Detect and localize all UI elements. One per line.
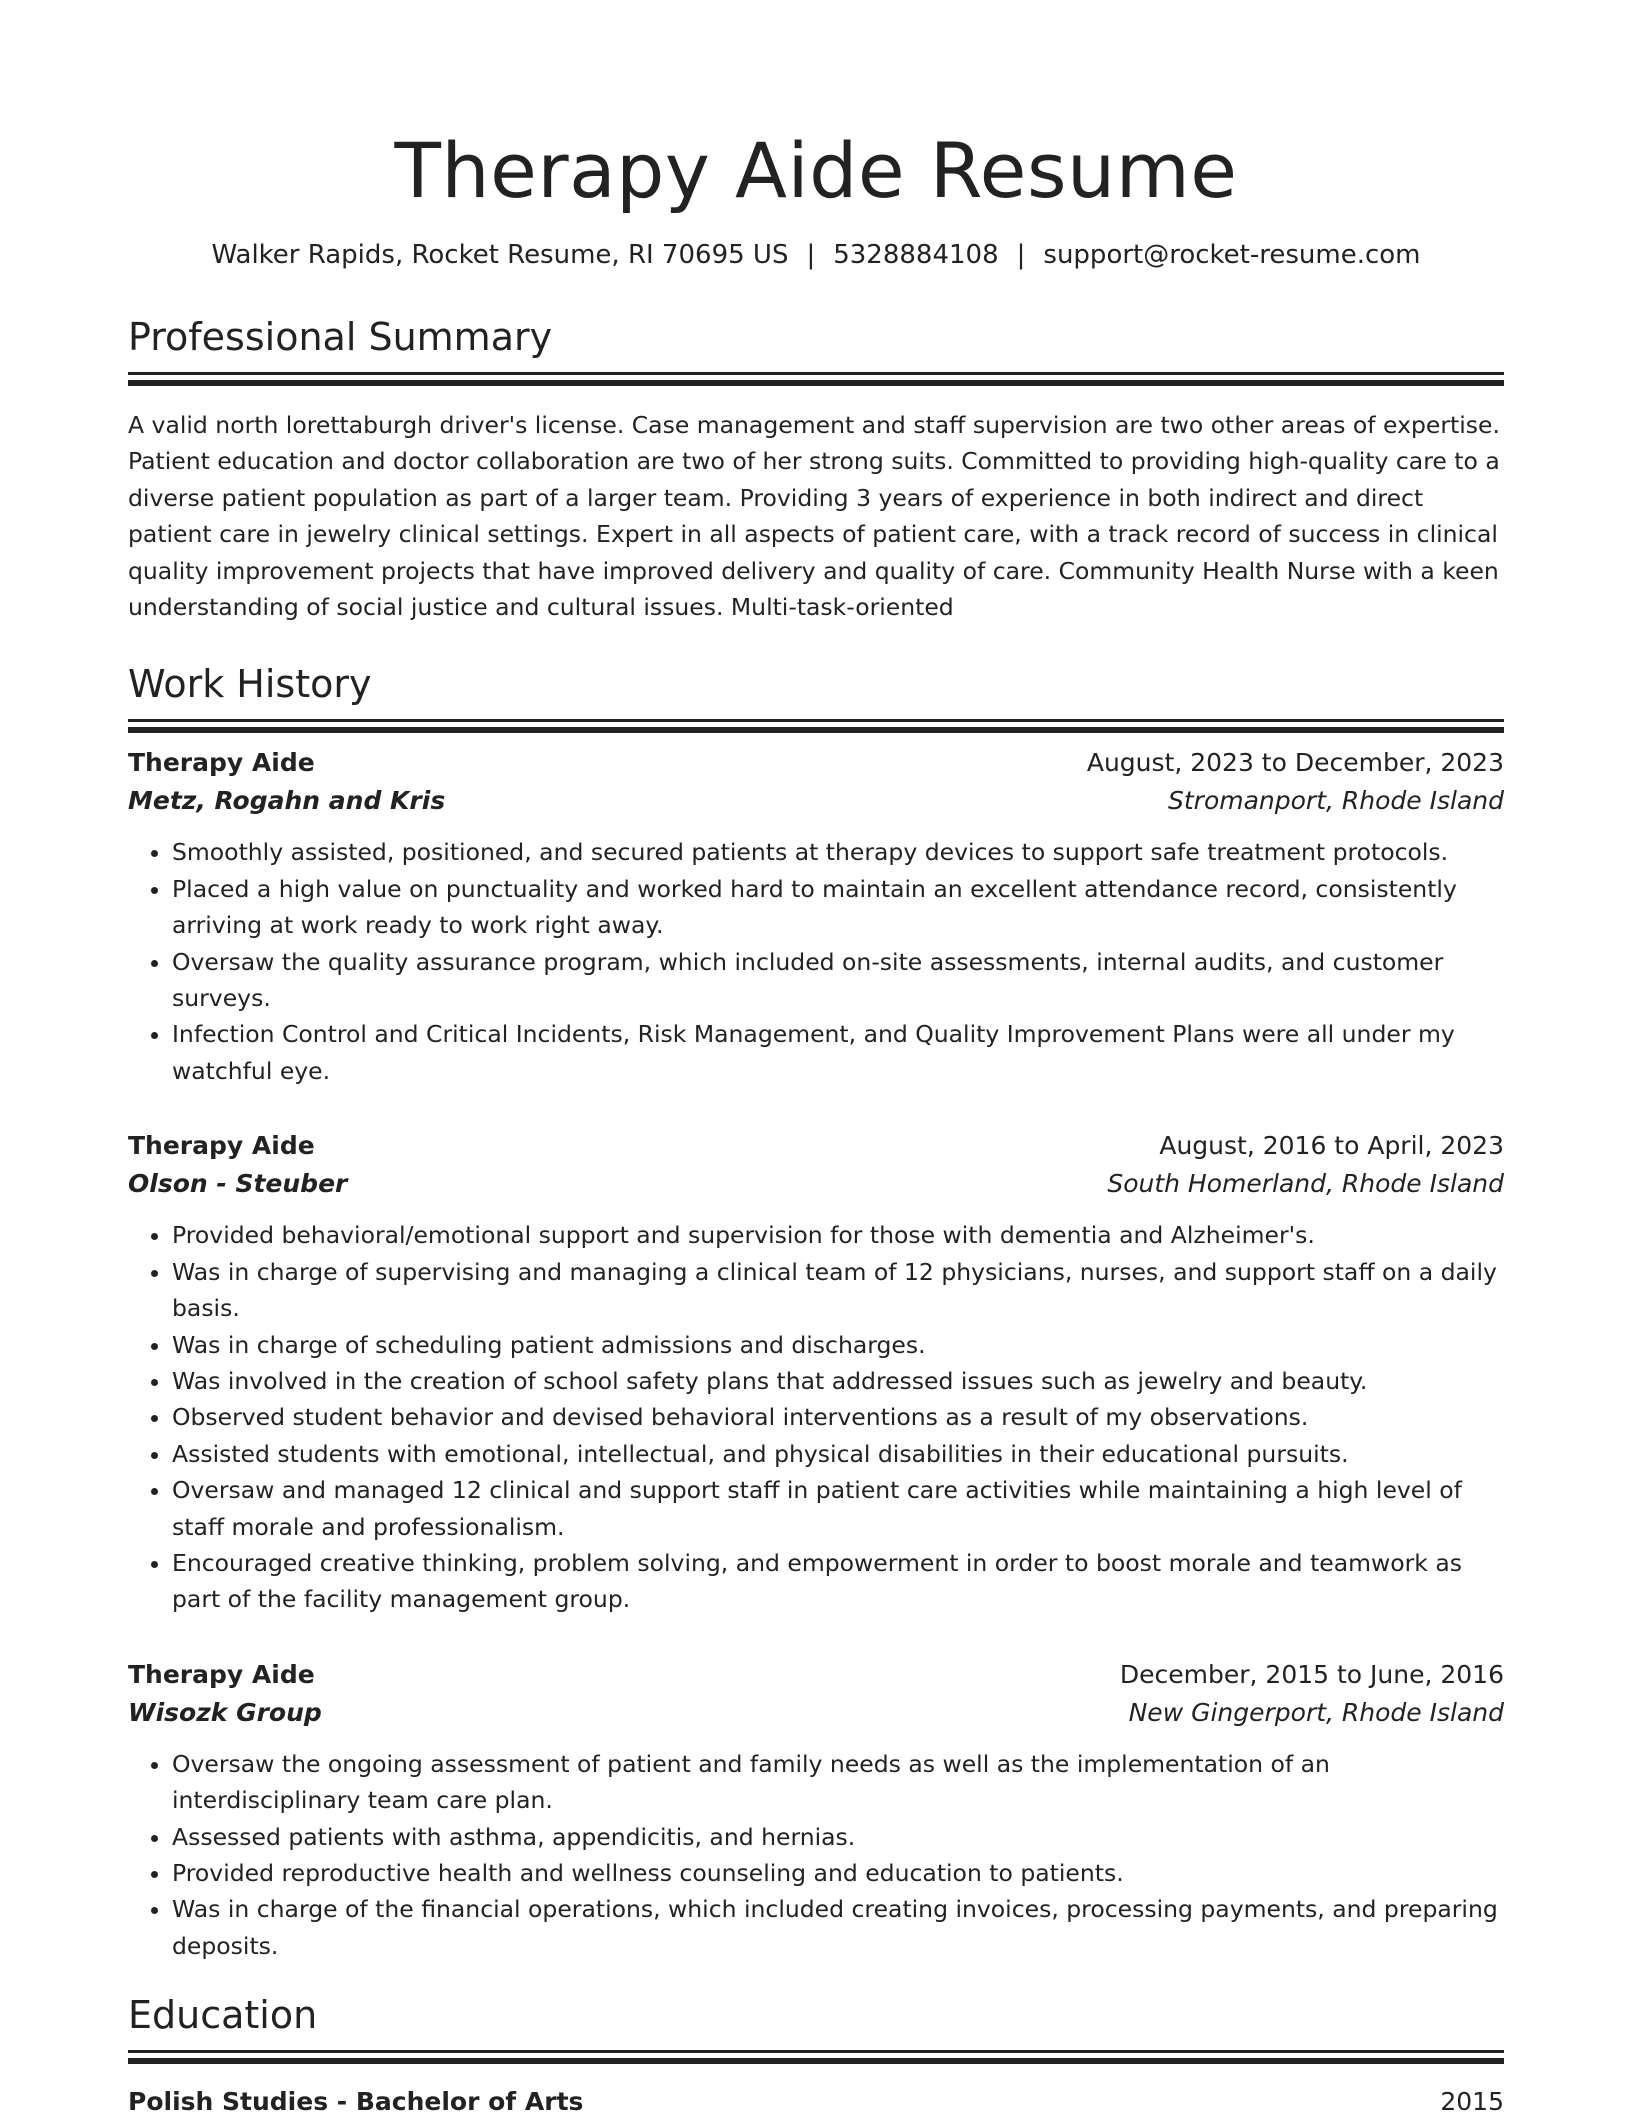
job-bullet: • Was in charge of supervising and managing a clinical team of 12 physicians, nurses, and support staff on a daily basis.	[172, 1254, 1504, 1327]
job-title: Therapy Aide	[128, 748, 315, 778]
job-location: South Homerland, Rhode Island	[1107, 1169, 1504, 1199]
job-bullet: • Provided reproductive health and wellness counseling and education to patients.	[172, 1855, 1504, 1891]
job-entry	[128, 744, 1504, 1089]
job-entry	[128, 1127, 1504, 1617]
resume-title: Therapy Aide Resume	[394, 126, 1238, 215]
education-degree: Polish Studies - Bachelor of Arts	[128, 2087, 584, 2117]
job-bullet: • Oversaw and managed 12 clinical and support staff in patient care activities while maintaining a high level of staff morale and professionalism.	[172, 1472, 1504, 1545]
professional-summary-section	[128, 314, 1504, 625]
contact-phone: 5328884108	[833, 240, 999, 270]
job-bullet: • Assessed patients with asthma, appendicitis, and hernias.	[172, 1819, 1504, 1855]
job-entry	[128, 1656, 1504, 1964]
job-bullet: • Was in charge of scheduling patient admissions and discharges.	[172, 1327, 1504, 1363]
education-year: 2015	[1440, 2087, 1504, 2117]
job-bullet: • Encouraged creative thinking, problem solving, and empowerment in order to boost morale and teamwork as part of the facility management group.	[172, 1545, 1504, 1618]
job-dates: December, 2015 to June, 2016	[1119, 1659, 1504, 1689]
work-history-section	[128, 661, 1504, 1964]
summary-text: A valid north lorettaburgh driver's license. Case management and staff supervision are two other areas of expertise. Patient education and doctor collaboration are two of her strong suits. Committed to providing high-quality care to a diverse patient population as part of a larger team. Providing 3 years of experience in both indirect and direct patient care in jewelry clinical settings. Expert in all aspects of patient care, with a track record of success in clinical quality improvement projects that have improved delivery and quality of care. Community Health Nurse with a keen understanding of social justice and cultural issues. Multi-task-oriented	[128, 411, 1500, 622]
job-bullet: • Assisted students with emotional, intellectual, and physical disabilities in their educational pursuits.	[172, 1436, 1504, 1472]
job-bullets	[128, 1746, 1504, 1964]
job-title: Therapy Aide	[128, 1131, 315, 1161]
job-subheader	[128, 782, 1504, 820]
job-dates: August, 2023 to December, 2023	[1086, 748, 1504, 778]
section-heading: Work History	[128, 662, 372, 707]
job-location: Stromanport, Rhode Island	[1168, 786, 1504, 816]
education-entry	[128, 2083, 1504, 2121]
job-dates: August, 2016 to April, 2023	[1159, 1131, 1504, 1161]
job-bullet: • Smoothly assisted, positioned, and secured patients at therapy devices to support safe treatment protocols.	[172, 834, 1504, 870]
contact-address: Walker Rapids, Rocket Resume, RI 70695 US	[211, 240, 789, 270]
job-bullet: • Infection Control and Critical Incidents, Risk Management, and Quality Improvement Plans were all under my watchful eye.	[172, 1016, 1504, 1089]
job-company: Wisozk Group	[128, 1697, 322, 1727]
section-heading: Professional Summary	[128, 315, 553, 359]
section-divider	[128, 372, 1504, 375]
resume-page	[128, 0, 1504, 2121]
section-divider	[128, 2050, 1504, 2053]
job-title: Therapy Aide	[128, 1659, 315, 1689]
job-bullet: • Was in charge of the financial operations, which included creating invoices, processing payments, and preparing deposits.	[172, 1891, 1504, 1964]
job-header	[128, 1656, 1504, 1694]
job-bullet: • Observed student behavior and devised behavioral interventions as a result of my observations.	[172, 1399, 1504, 1435]
job-header	[128, 1127, 1504, 1165]
job-bullet: • Placed a high value on punctuality and worked hard to maintain an excellent attendance record, consistently arriving at work ready to work right away.	[172, 871, 1504, 944]
contact-email: support@rocket-resume.com	[1043, 240, 1421, 270]
contact-separator: |	[806, 240, 816, 270]
job-bullet: • Was involved in the creation of school safety plans that addressed issues such as jewelry and beauty.	[172, 1363, 1504, 1399]
job-company: Metz, Rogahn and Kris	[128, 786, 446, 816]
contact-line	[128, 238, 1504, 272]
job-subheader	[128, 1694, 1504, 1732]
job-bullets	[128, 834, 1504, 1089]
job-bullets	[128, 1217, 1504, 1617]
education-section	[128, 1992, 1504, 2121]
job-subheader	[128, 1165, 1504, 1203]
job-header	[128, 744, 1504, 782]
job-location: New Gingerport, Rhode Island	[1128, 1697, 1504, 1727]
job-bullet: • Provided behavioral/emotional support and supervision for those with dementia and Alzheimer's.	[172, 1217, 1504, 1253]
job-bullet: • Oversaw the ongoing assessment of patient and family needs as well as the implementation of an interdisciplinary team care plan.	[172, 1746, 1504, 1819]
section-heading: Education	[128, 1993, 318, 2038]
section-divider	[128, 719, 1504, 722]
contact-separator: |	[1016, 240, 1026, 270]
job-bullet: • Oversaw the quality assurance program, which included on-site assessments, internal audits, and customer surveys.	[172, 944, 1504, 1017]
job-company: Olson - Steuber	[128, 1169, 348, 1199]
